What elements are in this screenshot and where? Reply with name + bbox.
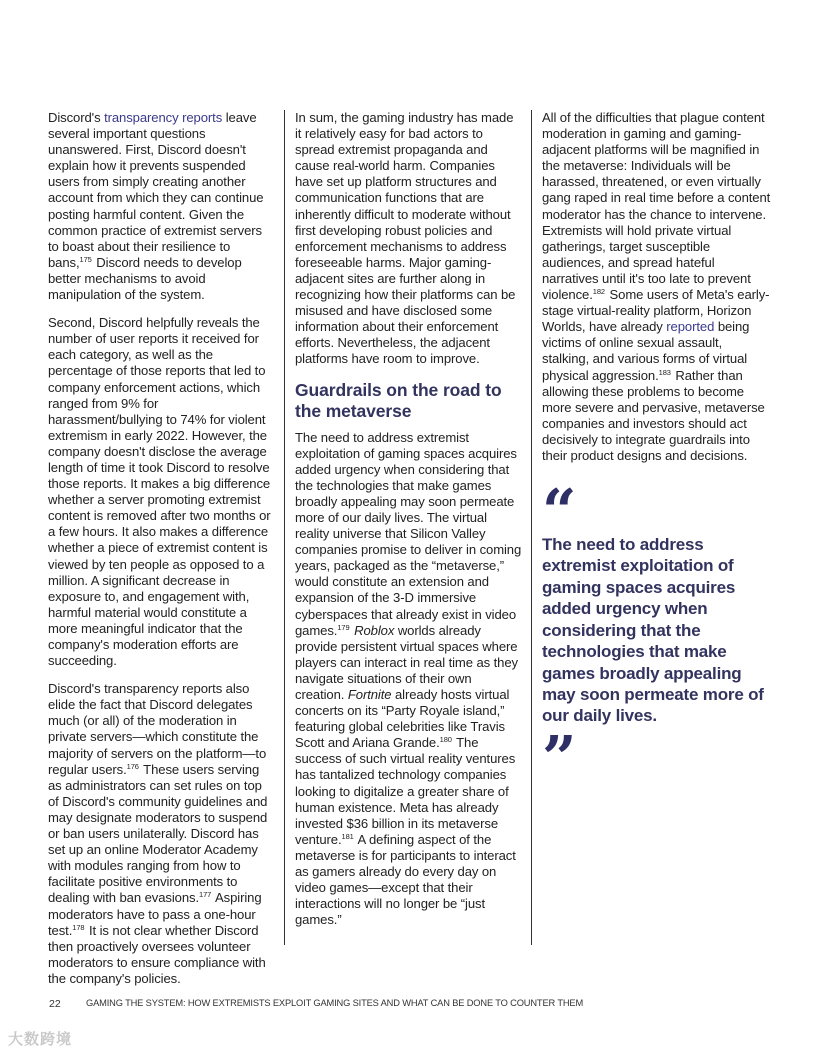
footnote-181[interactable]: 181 — [341, 831, 354, 841]
footnote-179[interactable]: 179 — [337, 622, 350, 632]
transparency-reports-link[interactable]: transparency reports — [104, 110, 223, 125]
footnote-183[interactable]: 183 — [658, 367, 671, 377]
watermark-logo: 大数跨境 — [8, 1031, 73, 1048]
paragraph-user-reports: Second, Discord helpfully reveals the number of user reports it received for each category, as well as the percentage of those reports that led to company enforcement actions, which ranged from 9% for harassment/bullying to 74% for violent extremism in early 2022. However, the company doesn't disclose the average length of time it took Discord to resolve those reports. It makes a big difference whether a server promoting extremist content is removed after two months or a few hours. It also makes a difference whether a piece of extremist content is viewed by ten people as opposed to a million. A significant decrease in exposure to, and engagement with, harmful material would constitute a more meaningful indicator that the company's moderation efforts are succeeding. — [48, 315, 271, 669]
column-1 — [48, 110, 274, 999]
footnote-176[interactable]: 176 — [126, 761, 139, 771]
column-3 — [542, 110, 772, 794]
column-divider-2 — [531, 110, 532, 945]
section-heading: Guardrails on the road to the metaverse — [295, 379, 502, 421]
page-footer — [49, 998, 583, 1010]
paragraph-metaverse: The need to address extremist exploitation of gaming spaces acquires added urgency when considering that the technologies that make games broadly appealing may soon permeate more of our daily lives. The virtual reality universe that Silicon Valley companies promise to deliver in coming years, packaged as the “metaverse,” would constitute an extension and expansion of the 3-D immersive cyberspaces that already exist in video games.$^{179}$ Roblox worlds already provide persistent virtual spaces where players can interact in real time as they navigate situations of their own creation. Fortnite already hosts virtual concerts on its “Party Royale island,” featuring global celebrities like Travis Scott and Ariana Grande.$^{180}$ The success of such virtual reality ventures has tantalized technology companies looking to digitalize a greater share of human existence. Meta has already invested $36 billion in its metaverse venture.$^{181}$ A defining aspect of the metaverse is for participants to interact as gamers already do every day on video games—except that their interactions will no longer be “just games.” — [295, 429, 522, 928]
reported-link[interactable]: reported — [666, 319, 715, 335]
footnote-175[interactable]: 175 — [79, 254, 92, 264]
column-divider-1 — [284, 110, 285, 945]
paragraph-transparency-reports: Discord's transparency reports leave several important questions unanswered. First, Discord doesn't explain how it prevents suspended users from simply creating another account from which they can continue posting harmful content. Given the common practice of extremist servers to boast about their resilience to bans,$^{175}$ Discord needs to develop better mechanisms to avoid manipulation of the system. — [48, 110, 264, 303]
close-quote-icon: ” — [542, 723, 573, 794]
open-quote-icon: “ — [542, 477, 573, 548]
footnote-182[interactable]: 182 — [592, 287, 605, 297]
paragraph-delegated-moderation: Discord's transparency reports also elide the fact that Discord delegates much (or all) of the moderation in private servers—which constitute the majority of servers on the platform—to regular users.$^{176}$ These users serving as administrators can set rules on top of Discord's community guidelines and may designate moderators to suspend or ban users unilaterally. Discord has set up an online Moderator Academy with modules ranging from how to facilitate positive environments to dealing with ban evasions.$^{177}$ Aspiring moderators have to pass a one-hour test.$^{178}$ It is not clear whether Discord then proactively oversees volunteer moderators to ensure compliance with the company's policies. — [48, 681, 268, 986]
footnote-178[interactable]: 178 — [72, 922, 85, 932]
paragraph-in-sum: In sum, the gaming industry has made it relatively easy for bad actors to spread extremist propaganda and cause real-world harm. Companies have set up platform structures and communication functions that are inherently difficult to moderate without first developing robust policies and enforcement mechanisms to address foreseeable harms. Major gaming-adjacent sites are further along in recognizing how their platforms can be misused and have disclosed some information about their enforcement efforts. Nevertheless, the adjacent platforms have room to improve. — [295, 110, 516, 367]
page-number: 22 — [49, 998, 61, 1010]
pull-quote: The need to address extremist exploitation of gaming spaces acquires added urgency when considering that the technologies that make games broadly appealing may soon permeate more of our daily lives. — [542, 535, 764, 726]
column-2 — [295, 110, 523, 940]
footnote-177[interactable]: 177 — [199, 890, 212, 900]
paragraph-difficulties: All of the difficulties that plague content moderation in gaming and gaming-adjacent platforms will be magnified in the metaverse: Individuals will be harassed, threatened, or even virtually gang raped in real time before a content moderator has the chance to intervene. Extremists will hold private virtual gatherings, target susceptible audiences, and spread hateful narratives until it's too late to prevent violence.$^{182}$ Some users of Meta's early-stage virtual-reality platform, Horizon Worlds, have already reported being victims of online sexual assault, stalking, and various forms of virtual physical aggression.$^{183}$ Rather than allowing these problems to become more severe and pervasive, metaverse companies and investors should act decisively to integrate guardrails into their product designs and decisions. — [542, 110, 771, 463]
running-title: GAMING THE SYSTEM: HOW EXTREMISTS EXPLOIT GAMING SITES AND WHAT CAN BE DONE TO COUNTER THEM — [86, 998, 584, 1008]
footnote-180[interactable]: 180 — [439, 735, 452, 745]
